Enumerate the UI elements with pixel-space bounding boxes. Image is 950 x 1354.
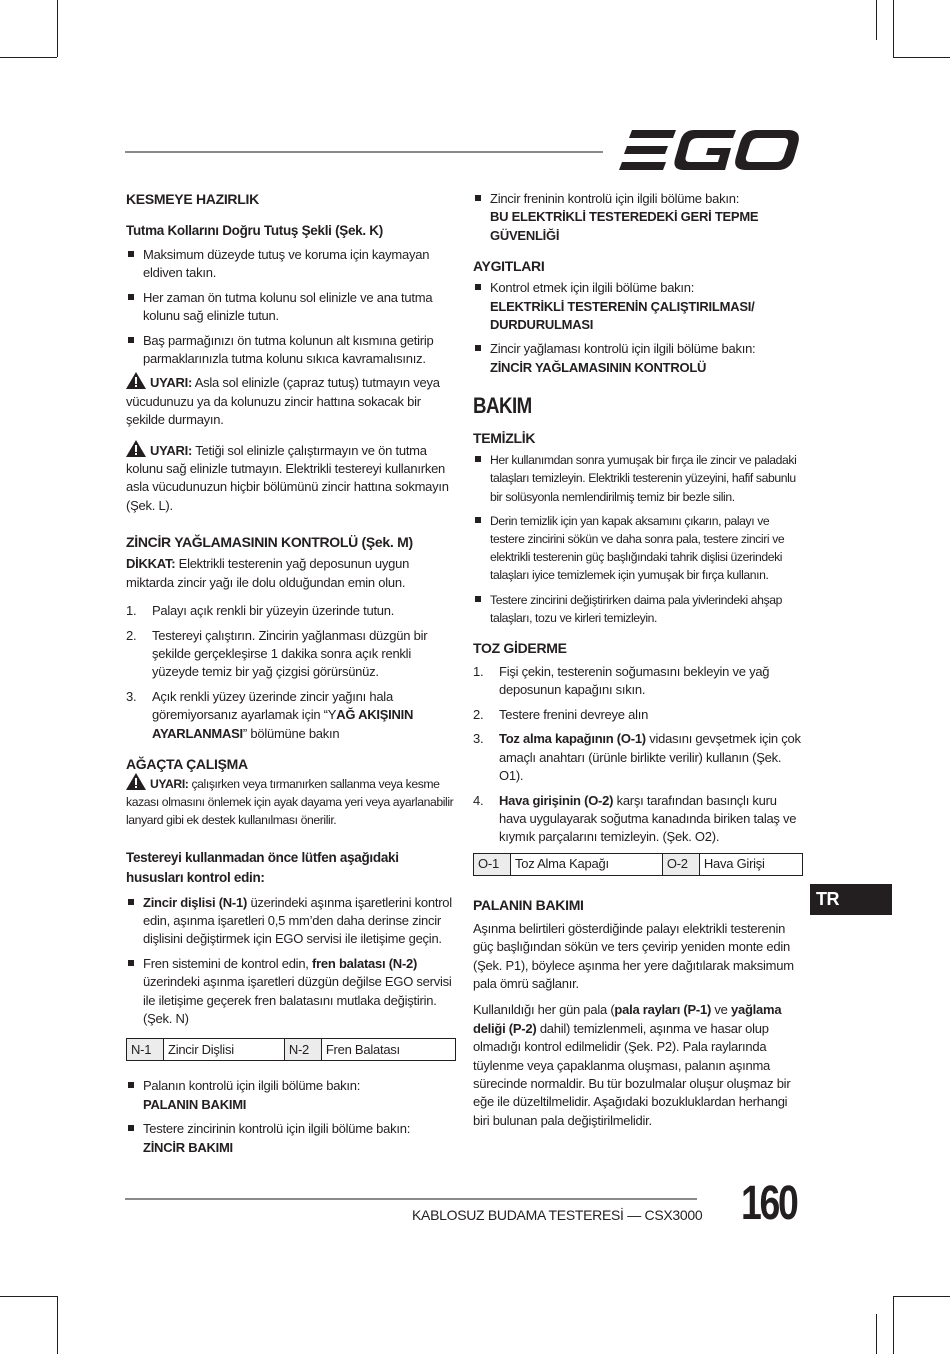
crop-mark xyxy=(893,1296,950,1297)
table-row xyxy=(127,1039,456,1061)
list-item: Testere zincirini değiştirirken daima pala yivlerindeki ahşap talaşları, tozu ve kirleri temizleyin. xyxy=(473,591,803,627)
list-item: Kontrol etmek için ilgili bölüme bakın: ELEKTRİKLİ TESTERENİN ÇALIŞTIRILMASI/ DURDURULMASI xyxy=(473,279,803,334)
warning-paragraph: UYARI: Asla sol elinizle (çapraz tutuş) tutmayın veya vücudunuzu ya da kolunuzu zincir hattına sokacak bir şekilde durmayın. xyxy=(126,372,456,429)
crop-mark xyxy=(57,1296,58,1354)
ego-logo xyxy=(618,130,800,172)
list-item: Zincir yağlaması kontrolü için ilgili bölüme bakın: ZİNCİR YAĞLAMASININ KONTROLÜ xyxy=(473,340,803,377)
list-item: 1. Fişi çekin, testerenin soğumasını bekleyin ve yağ deposunun kapağını sıkın. xyxy=(473,664,770,698)
right-column xyxy=(473,190,803,1130)
table-cell: O-1 xyxy=(474,853,511,875)
bullet-icon xyxy=(128,1082,134,1088)
legend-table xyxy=(126,1038,456,1061)
table-cell: Fren Balatası xyxy=(321,1039,455,1061)
list-item: 3. Açık renkli yüzey üzerinde zincir yağını hala göremiyorsanız ayarlamak için “YAĞ AKIŞININ AYARLANMASI” bölümüne bakın xyxy=(126,688,414,741)
bullet-icon xyxy=(128,251,134,257)
crop-mark xyxy=(893,0,894,57)
warning-triangle-icon xyxy=(126,440,146,457)
left-column xyxy=(126,190,456,1157)
warning-paragraph: UYARI: Tetiği sol elinizle çalıştırmayın ve ön tutma kolunu sağ elinizle tutmayın. Elektrikli testereyi kullanırken asla vücudunuzun hiçbir bölümünü zincir hattına sokmayın (Şek. L). xyxy=(126,440,456,516)
list-item: 3. Toz alma kapağının (O-1) vidasını gevşetmek için çok amaçlı anahtarı (ürünle birlikte verilir) kullanın (Şek. O1). xyxy=(473,731,801,784)
list-item: 2. Testereyi çalıştırın. Zincirin yağlanması düzgün bir şekilde gerçekleşirse 1 dakika sonra açık renkli yüzeyde temiz bir yağ çizgisi görürsünüz. xyxy=(126,627,428,680)
paragraph: Aşınma belirtileri gösterdiğinde palayı elektrikli testerenin güç başlığından sökün ve ters çevirip yeniden monte edin (Şek. P1), böylece aşınma her yere dağıtılarak maksimum pala ömrü sağlanır. xyxy=(473,920,794,991)
subsection-heading: Tutma Kollarını Doğru Tutuş Şekli (Şek. K) xyxy=(126,223,383,238)
crop-mark xyxy=(0,1296,57,1297)
list-item: Her zaman ön tutma kolunu sol elinizle ve ana tutma kolunu sağ elinizle tutun. xyxy=(126,289,456,326)
table-cell: N-1 xyxy=(127,1039,164,1061)
list-item: Maksimum düzeyde tutuş ve koruma için kaymayan eldiven takın. xyxy=(126,246,456,283)
bullet-icon xyxy=(475,195,481,201)
list-item: Zincir dişlisi (N-1) üzerindeki aşınma işaretlerini kontrol edin, aşınma işaretleri 0,5 mm’den daha derinse zincir dişlisini değiştirmek için EGO servisi ile iletişime geçin. xyxy=(126,894,456,949)
section-heading: TEMİZLİK xyxy=(473,430,536,447)
list-item: Zincir freninin kontrolü için ilgili bölüme bakın: BU ELEKTRİKLİ TESTEREDEKİ GERİ TEPME GÜVENLİĞİ xyxy=(473,190,803,245)
list-item: 2. Testere frenini devreye alın xyxy=(473,706,649,722)
header-rule xyxy=(125,151,603,153)
section-heading: PALANIN BAKIMI xyxy=(473,896,584,913)
legend-table xyxy=(473,853,803,876)
crop-mark xyxy=(893,1296,894,1354)
section-heading: AĞAÇTA ÇALIŞMA xyxy=(126,755,248,772)
list-item: Baş parmağınızı ön tutma kolunun alt kısmına getirip parmaklarınızla tutma kolunu sıkıca kavramalısınız. xyxy=(126,332,456,369)
bullet-icon xyxy=(128,337,134,343)
bullet-icon xyxy=(475,517,481,523)
table-cell: N-2 xyxy=(284,1039,321,1061)
bullet-icon xyxy=(128,1125,134,1131)
crop-mark xyxy=(876,1314,877,1354)
crop-mark xyxy=(0,57,57,58)
bullet-icon xyxy=(128,899,134,905)
bullet-icon xyxy=(128,960,134,966)
warning-paragraph: UYARI: çalışırken veya tırmanırken sallanma veya kesme kazası olmasını önlemek için ayak dayama yeri veya ayarlanabilir lanyard gibi ek destek kullanılması önerilir. xyxy=(126,773,456,830)
crop-mark xyxy=(876,0,877,40)
language-tab: TR xyxy=(810,884,892,915)
bullet-icon xyxy=(475,596,481,602)
section-heading: ZİNCİR YAĞLAMASININ KONTROLÜ (Şek. M) xyxy=(126,534,413,551)
table-row xyxy=(474,853,803,875)
table-cell: O-2 xyxy=(662,853,699,875)
warning-triangle-icon xyxy=(126,372,146,389)
footer-rule xyxy=(125,1198,697,1200)
chapter-heading: BAKIM xyxy=(473,393,532,419)
list-item: Palanın kontrolü için ilgili bölüme bakın: PALANIN BAKIMI xyxy=(126,1077,456,1114)
list-item: Testere zincirinin kontrolü için ilgili bölüme bakın: ZİNCİR BAKIMI xyxy=(126,1120,456,1157)
list-item: Derin temizlik için yan kapak aksamını çıkarın, palayı ve testere zincirini sökün ve daha sonra pala, testere zinciri ve elektrikli testerenin güç başlığındaki tahrik dişlisi üzerindeki talaşları iyice temizlemek için yumuşak bir fırça kullanın. xyxy=(473,512,803,585)
list-item: 4. Hava girişinin (O-2) karşı tarafından basınçlı kuru hava uygulayarak soğutma kanadında biriken talaş ve kıymık parçalarını temizleyin. (Şek. O2). xyxy=(473,792,797,845)
table-cell: Hava Girişi xyxy=(699,853,802,875)
list-item: Fren sistemini de kontrol edin, fren balatası (N-2) üzerindeki aşınma işaretleri düzgün değilse EGO servisi ile iletişime geçerek fren balatasını mutlaka değiştirin. (Şek. N) xyxy=(126,955,456,1029)
bullet-icon xyxy=(475,456,481,462)
bullet-icon xyxy=(475,345,481,351)
subsection-heading: Testereyi kullanmadan önce lütfen aşağıdaki hususları kontrol edin: xyxy=(126,849,399,885)
section-heading: TOZ GİDERME xyxy=(473,640,567,657)
paragraph: Kullanıldığı her gün pala (pala rayları (P-1) ve yağlama deliği (P-2) dahil) temizlenmeli, aşınma ve hasar olup olmadığı kontrol edilmelidir (Şek. P2). Pala raylarında tüylenme veya çapaklanma oluşması, palanın aşınma sürecinde normaldir. Bu tür bozulmalar oluşur oluşmaz bir eğe ile düzeltilmelidir. Aşağıdaki bozukluklardan herhangi biri bulunan pala değiştirilmelidir. xyxy=(473,1002,791,1128)
table-cell: Zincir Dişlisi xyxy=(164,1039,285,1061)
crop-mark xyxy=(57,0,58,57)
list-item: Her kullanımdan sonra yumuşak bir fırça ile zincir ve paladaki talaşları temizleyin. Elektrikli testerenin yüzeyini, hafif sabunlu bir solüsyonla nemlendirilmiş temiz bir bezle silin. xyxy=(473,451,803,506)
footer-title: KABLOSUZ BUDAMA TESTERESİ — CSX3000 xyxy=(412,1207,703,1223)
table-cell: Toz Alma Kapağı xyxy=(511,853,663,875)
bullet-icon xyxy=(475,284,481,290)
caution-paragraph: DİKKAT: Elektrikli testerenin yağ deposunun uygun miktarda zincir yağı ile dolu olduğundan emin olun. xyxy=(126,556,410,590)
page-number: 160 xyxy=(741,1177,797,1230)
section-heading: AYGITLARI xyxy=(473,258,545,275)
bullet-icon xyxy=(128,294,134,300)
warning-triangle-icon xyxy=(126,773,146,790)
section-heading: KESMEYE HAZIRLIK xyxy=(126,191,259,207)
crop-mark xyxy=(893,57,950,58)
list-item: 1. Palayı açık renkli bir yüzeyin üzerinde tutun. xyxy=(126,603,395,619)
